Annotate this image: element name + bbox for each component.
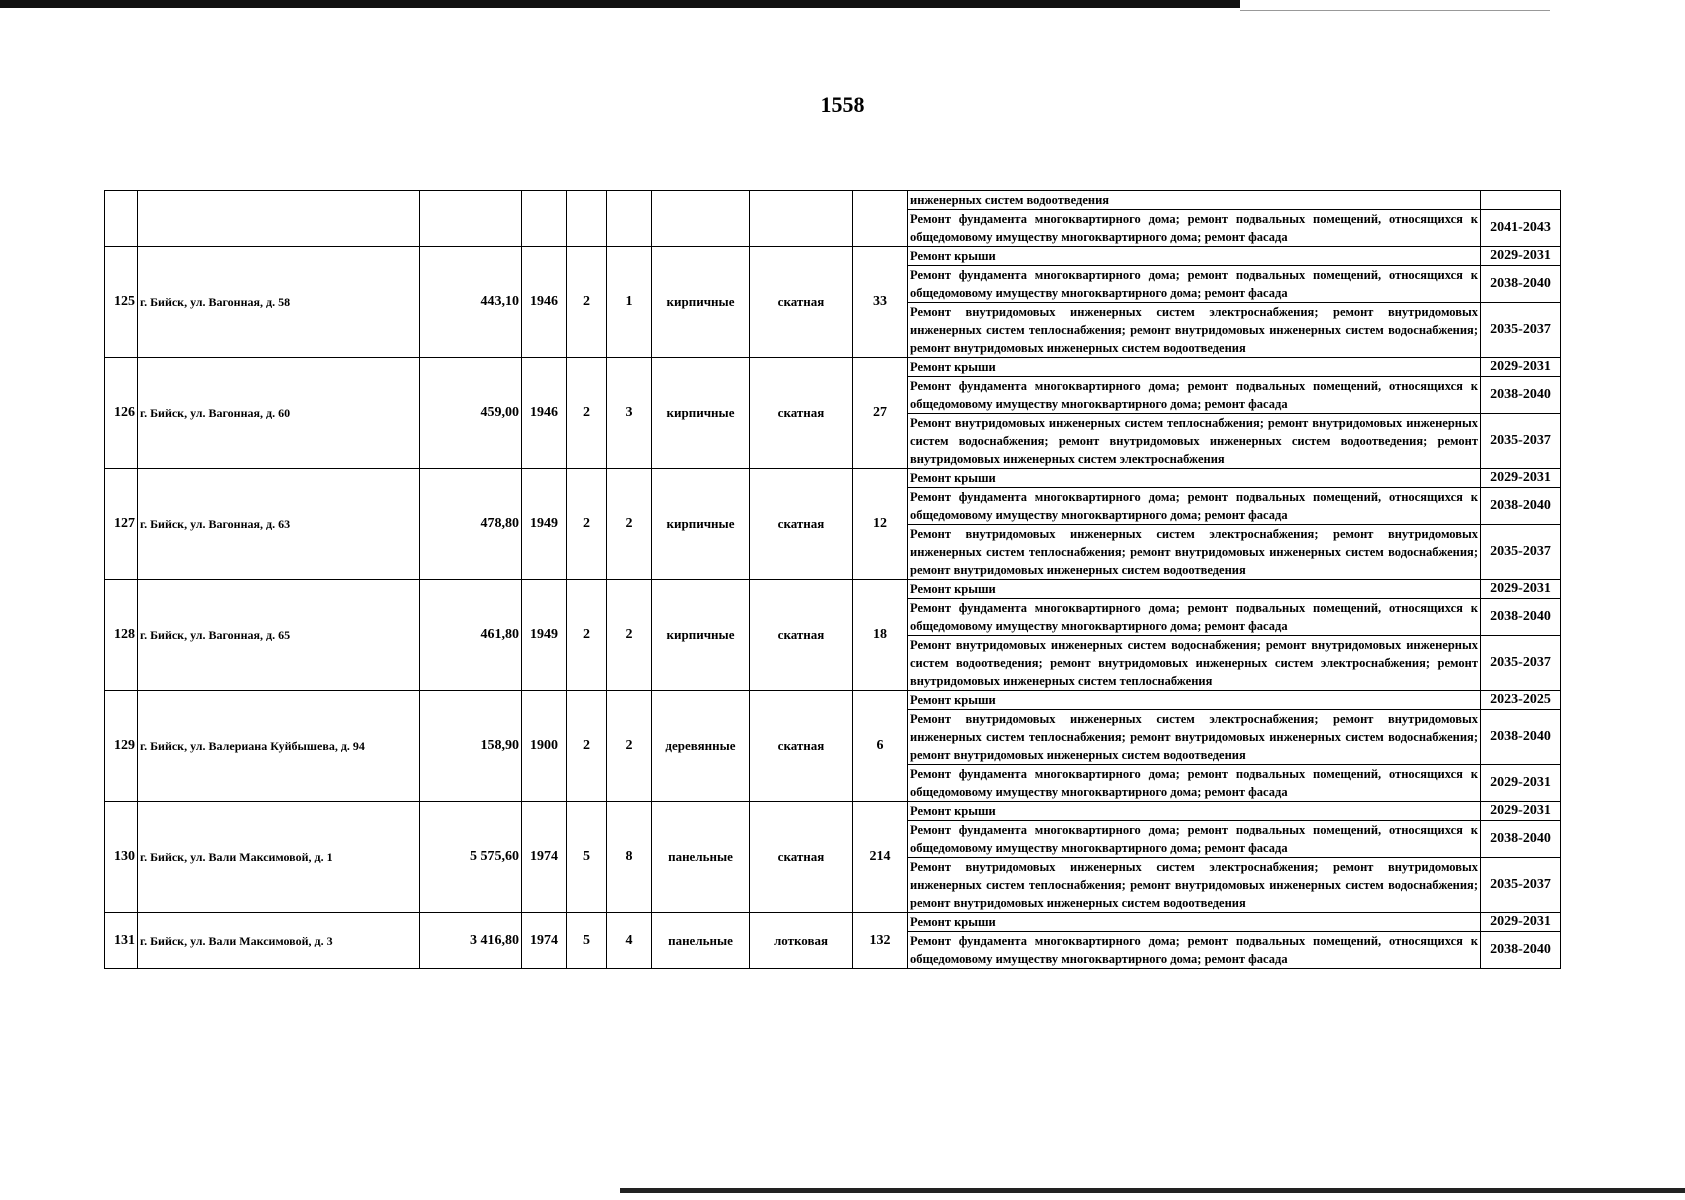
apartment-count — [853, 191, 908, 247]
house-area — [420, 191, 522, 247]
table-row — [105, 247, 1561, 266]
house-entrances: 2 — [607, 691, 652, 802]
house-floors — [567, 191, 607, 247]
work-period: 2029-2031 — [1481, 802, 1561, 821]
house-area: 3 416,80 — [420, 913, 522, 969]
house-floors: 2 — [567, 247, 607, 358]
house-area: 461,80 — [420, 580, 522, 691]
house-area: 158,90 — [420, 691, 522, 802]
wall-material: деревянные — [652, 691, 750, 802]
house-floors: 5 — [567, 802, 607, 913]
work-period — [1481, 191, 1561, 210]
work-description: Ремонт фундамента многоквартирного дома; ремонт подвальных помещений, относящихся к общедомовому имуществу многоквартирного дома; ремонт фасада — [908, 932, 1481, 969]
house-entrances: 2 — [607, 469, 652, 580]
table-row — [105, 802, 1561, 821]
work-period: 2029-2031 — [1481, 580, 1561, 599]
house-year — [522, 191, 567, 247]
house-year: 1974 — [522, 802, 567, 913]
wall-material: кирпичные — [652, 358, 750, 469]
wall-material: кирпичные — [652, 580, 750, 691]
house-address: г. Бийск, ул. Вали Максимовой, д. 3 — [138, 913, 420, 969]
table-row — [105, 469, 1561, 488]
house-address: г. Бийск, ул. Вагонная, д. 60 — [138, 358, 420, 469]
house-year: 1946 — [522, 358, 567, 469]
roof-type — [750, 191, 853, 247]
scan-edge-bottom — [620, 1188, 1685, 1193]
house-area: 443,10 — [420, 247, 522, 358]
work-description: Ремонт крыши — [908, 580, 1481, 599]
work-period: 2035-2037 — [1481, 303, 1561, 358]
work-period: 2035-2037 — [1481, 858, 1561, 913]
work-description: Ремонт внутридомовых инженерных систем электроснабжения; ремонт внутридомовых инженерных систем теплоснабжения; ремонт внутридомовых инженерных систем водоснабжения; ремонт внутридомовых инженерных систем водоотведения — [908, 525, 1481, 580]
apartment-count: 27 — [853, 358, 908, 469]
work-period: 2029-2031 — [1481, 765, 1561, 802]
roof-type: скатная — [750, 580, 853, 691]
house-entrances — [607, 191, 652, 247]
house-year: 1900 — [522, 691, 567, 802]
house-year: 1974 — [522, 913, 567, 969]
work-description: Ремонт крыши — [908, 913, 1481, 932]
table-row — [105, 580, 1561, 599]
table-row — [105, 691, 1561, 710]
house-year: 1949 — [522, 469, 567, 580]
house-address: г. Бийск, ул. Вагонная, д. 63 — [138, 469, 420, 580]
house-floors: 2 — [567, 691, 607, 802]
house-address: г. Бийск, ул. Вагонная, д. 58 — [138, 247, 420, 358]
wall-material — [652, 191, 750, 247]
work-period: 2035-2037 — [1481, 525, 1561, 580]
house-address: г. Бийск, ул. Вагонная, д. 65 — [138, 580, 420, 691]
work-description: Ремонт фундамента многоквартирного дома; ремонт подвальных помещений, относящихся к общедомовому имуществу многоквартирного дома; ремонт фасада — [908, 488, 1481, 525]
work-period: 2038-2040 — [1481, 266, 1561, 303]
work-description: Ремонт фундамента многоквартирного дома; ремонт подвальных помещений, относящихся к общедомовому имуществу многоквартирного дома; ремонт фасада — [908, 765, 1481, 802]
house-year: 1946 — [522, 247, 567, 358]
work-description: Ремонт фундамента многоквартирного дома; ремонт подвальных помещений, относящихся к общедомовому имуществу многоквартирного дома; ремонт фасада — [908, 599, 1481, 636]
house-number — [105, 191, 138, 247]
house-floors: 2 — [567, 580, 607, 691]
roof-type: лотковая — [750, 913, 853, 969]
work-period: 2038-2040 — [1481, 377, 1561, 414]
work-description: Ремонт фундамента многоквартирного дома; ремонт подвальных помещений, относящихся к общедомовому имуществу многоквартирного дома; ремонт фасада — [908, 377, 1481, 414]
house-number: 130 — [105, 802, 138, 913]
work-description: Ремонт фундамента многоквартирного дома; ремонт подвальных помещений, относящихся к общедомовому имуществу многоквартирного дома; ремонт фасада — [908, 821, 1481, 858]
work-description: Ремонт крыши — [908, 358, 1481, 377]
work-description: Ремонт крыши — [908, 802, 1481, 821]
house-year: 1949 — [522, 580, 567, 691]
house-area: 5 575,60 — [420, 802, 522, 913]
house-number: 129 — [105, 691, 138, 802]
apartment-count: 6 — [853, 691, 908, 802]
work-description: Ремонт внутридомовых инженерных систем теплоснабжения; ремонт внутридомовых инженерных систем водоснабжения; ремонт внутридомовых инженерных систем водоотведения; ремонт внутридомовых инженерных систем электроснабжения — [908, 414, 1481, 469]
work-period: 2035-2037 — [1481, 636, 1561, 691]
work-description: Ремонт внутридомовых инженерных систем водоснабжения; ремонт внутридомовых инженерных систем водоотведения; ремонт внутридомовых инженерных систем электроснабжения; ремонт внутридомовых инженерных систем теплоснабжения — [908, 636, 1481, 691]
apartment-count: 214 — [853, 802, 908, 913]
wall-material: кирпичные — [652, 247, 750, 358]
apartment-count: 18 — [853, 580, 908, 691]
work-period: 2029-2031 — [1481, 913, 1561, 932]
house-address: г. Бийск, ул. Валериана Куйбышева, д. 94 — [138, 691, 420, 802]
apartment-count: 132 — [853, 913, 908, 969]
work-description: Ремонт фундамента многоквартирного дома; ремонт подвальных помещений, относящихся к общедомовому имуществу многоквартирного дома; ремонт фасада — [908, 210, 1481, 247]
work-period: 2038-2040 — [1481, 599, 1561, 636]
house-address: г. Бийск, ул. Вали Максимовой, д. 1 — [138, 802, 420, 913]
work-description: Ремонт внутридомовых инженерных систем электроснабжения; ремонт внутридомовых инженерных систем теплоснабжения; ремонт внутридомовых инженерных систем водоснабжения; ремонт внутридомовых инженерных систем водоотведения — [908, 303, 1481, 358]
work-period: 2038-2040 — [1481, 821, 1561, 858]
roof-type: скатная — [750, 247, 853, 358]
work-period: 2029-2031 — [1481, 358, 1561, 377]
house-number: 126 — [105, 358, 138, 469]
house-entrances: 4 — [607, 913, 652, 969]
wall-material: панельные — [652, 802, 750, 913]
house-entrances: 1 — [607, 247, 652, 358]
roof-type: скатная — [750, 691, 853, 802]
house-entrances: 8 — [607, 802, 652, 913]
house-area: 459,00 — [420, 358, 522, 469]
page-number: 1558 — [820, 92, 865, 117]
table-row — [105, 913, 1561, 932]
roof-type: скатная — [750, 802, 853, 913]
house-number: 125 — [105, 247, 138, 358]
work-description: Ремонт внутридомовых инженерных систем электроснабжения; ремонт внутридомовых инженерных систем теплоснабжения; ремонт внутридомовых инженерных систем водоснабжения; ремонт внутридомовых инженерных систем водоотведения — [908, 710, 1481, 765]
work-period: 2023-2025 — [1481, 691, 1561, 710]
work-description: Ремонт фундамента многоквартирного дома; ремонт подвальных помещений, относящихся к общедомовому имуществу многоквартирного дома; ремонт фасада — [908, 266, 1481, 303]
table-row — [105, 191, 1561, 210]
house-entrances: 2 — [607, 580, 652, 691]
house-address — [138, 191, 420, 247]
scan-edge-top-thin — [1240, 10, 1550, 11]
work-period: 2038-2040 — [1481, 710, 1561, 765]
house-entrances: 3 — [607, 358, 652, 469]
house-floors: 2 — [567, 358, 607, 469]
work-period: 2038-2040 — [1481, 488, 1561, 525]
roof-type: скатная — [750, 358, 853, 469]
work-period: 2041-2043 — [1481, 210, 1561, 247]
house-number: 128 — [105, 580, 138, 691]
wall-material: кирпичные — [652, 469, 750, 580]
work-period: 2035-2037 — [1481, 414, 1561, 469]
work-description: инженерных систем водоотведения — [908, 191, 1481, 210]
house-number: 127 — [105, 469, 138, 580]
house-floors: 5 — [567, 913, 607, 969]
work-period: 2029-2031 — [1481, 469, 1561, 488]
table-row — [105, 358, 1561, 377]
work-period: 2038-2040 — [1481, 932, 1561, 969]
work-period: 2029-2031 — [1481, 247, 1561, 266]
wall-material: панельные — [652, 913, 750, 969]
work-description: Ремонт крыши — [908, 469, 1481, 488]
house-number: 131 — [105, 913, 138, 969]
apartment-count: 12 — [853, 469, 908, 580]
house-floors: 2 — [567, 469, 607, 580]
apartment-count: 33 — [853, 247, 908, 358]
roof-type: скатная — [750, 469, 853, 580]
scan-edge-top — [0, 0, 1240, 8]
house-area: 478,80 — [420, 469, 522, 580]
work-description: Ремонт внутридомовых инженерных систем электроснабжения; ремонт внутридомовых инженерных систем теплоснабжения; ремонт внутридомовых инженерных систем водоснабжения; ремонт внутридомовых инженерных систем водоотведения — [908, 858, 1481, 913]
work-description: Ремонт крыши — [908, 247, 1481, 266]
work-description: Ремонт крыши — [908, 691, 1481, 710]
housing-registry-table — [104, 190, 1561, 969]
